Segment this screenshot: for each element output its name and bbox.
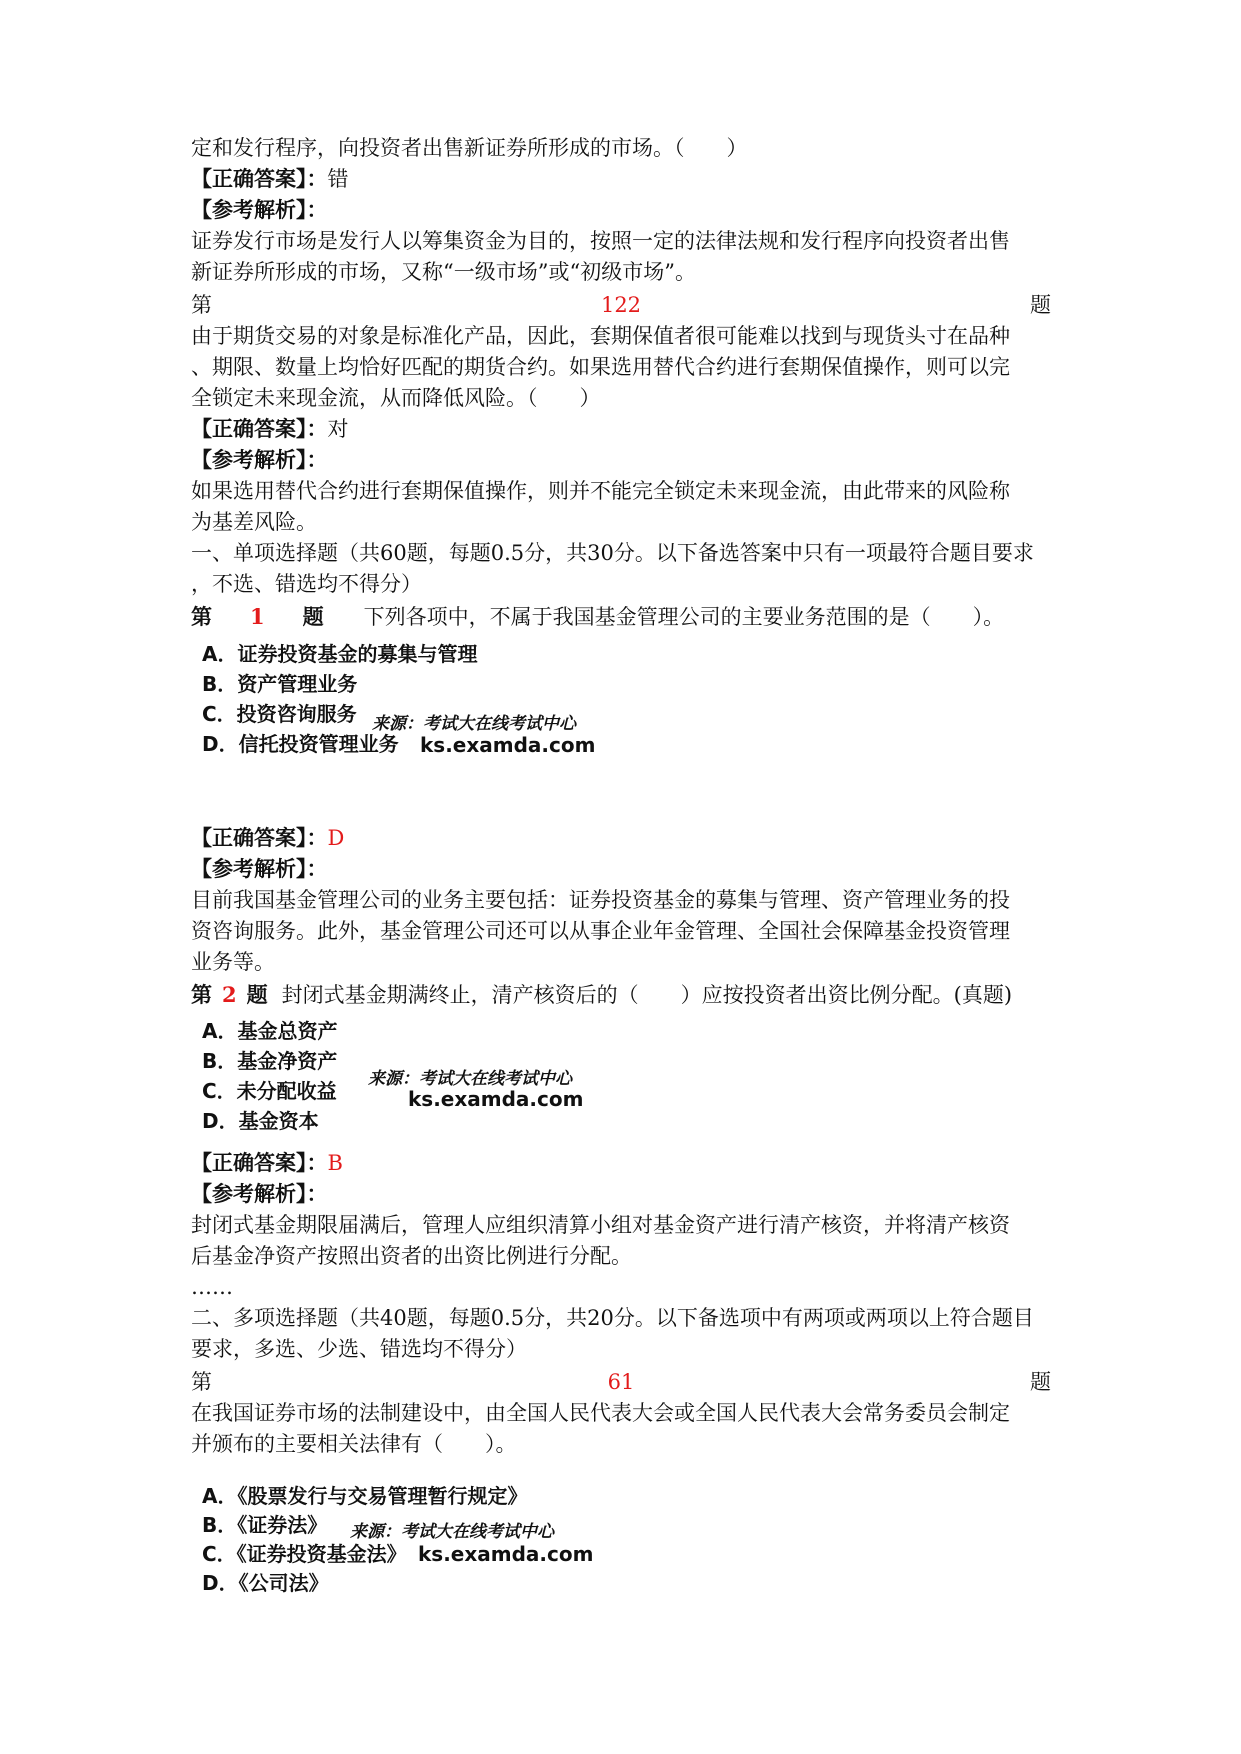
option-a: A．基金总资产 [202,1019,338,1043]
option-c: C．《证券投资基金法》 [202,1542,407,1566]
option-d: D．《公司法》 [202,1571,329,1595]
analysis-text: 证券发行市场是发行人以筹集资金为目的，按照一定的法律法规和发行程序向投资者出售 [191,229,1010,253]
question-text: 由于期货交易的对象是标准化产品，因此，套期保值者很可能难以找到与现货头寸在品种 [191,324,1010,348]
answer-label: 【正确答案】： [191,825,328,850]
answer-value: 错 [327,167,349,191]
question-number: 1 [250,604,265,629]
watermark-source: 来源：考试大在线考试中心 [372,714,576,734]
analysis-label: 【参考解析】： [191,856,328,881]
answer-value: D [327,826,345,850]
answer-label: 【正确答案】： [191,166,328,191]
option-b: B．《证券法》 [202,1513,328,1537]
question-heading [191,978,1051,1012]
option-c: C．投资咨询服务 [202,702,357,726]
watermark-source: 来源：考试大在线考试中心 [368,1069,572,1089]
analysis-text: 资咨询服务。此外，基金管理公司还可以从事企业年金管理、全国社会保障基金投资管理 [191,919,1010,943]
answer-label: 【正确答案】： [191,416,328,441]
question-heading [191,288,1051,322]
question-suffix: 题 [1029,1370,1051,1394]
watermark-url: ks.examda.com [408,1087,584,1111]
question-text: 全锁定未来现金流，从而降低风险。（ ） [191,386,601,410]
question-suffix: 题 [246,982,268,1007]
answer-value: B [327,1151,343,1175]
answer-label: 【正确答案】： [191,1150,328,1175]
analysis-text: 业务等。 [191,950,275,974]
question-text: 、期限、数量上均恰好匹配的期货合约。如果选用替代合约进行套期保值操作，则可以完 [191,355,1010,379]
option-a: A．《股票发行与交易管理暂行规定》 [202,1484,528,1508]
answer-value: 对 [327,417,349,441]
question-suffix: 题 [1030,293,1051,317]
analysis-text: 为基差风险。 [191,510,317,534]
watermark-url: ks.examda.com [420,733,596,757]
question-text: 下列各项中，不属于我国基金管理公司的主要业务范围的是（ ）。 [363,605,1005,629]
option-d: D．基金资本 [202,1109,319,1133]
option-c: C．未分配收益 [202,1079,337,1103]
question-prefix: 第 [191,982,212,1007]
section-heading: 一、单项选择题（共60题，每题0.5分，共30分。以下备选答案中只有一项最符合题目要求 [191,541,1034,565]
question-text: 在我国证券市场的法制建设中，由全国人民代表大会或全国人民代表大会常务委员会制定 [191,1401,1010,1425]
answer-line [191,412,1051,446]
analysis-label: 【参考解析】： [191,447,328,472]
question-heading [191,1365,1051,1399]
analysis-label: 【参考解析】： [191,1181,328,1206]
question-suffix: 题 [302,604,324,629]
answer-line [191,162,1051,196]
option-b: B．资产管理业务 [202,672,358,696]
option-a: A．证券投资基金的募集与管理 [202,642,478,666]
analysis-text: 封闭式基金期限届满后，管理人应组织清算小组对基金资产进行清产核资，并将清产核资 [191,1213,1010,1237]
section-heading: 要求，多选、少选、错选均不得分） [191,1337,527,1361]
question-text: 定和发行程序，向投资者出售新证券所形成的市场。（ ） [191,136,748,160]
analysis-label: 【参考解析】： [191,197,328,222]
question-text: 封闭式基金期满终止，清产核资后的（ ）应按投资者出资比例分配。(真题) [281,983,1013,1007]
question-number: 2 [222,982,237,1007]
question-number: 61 [607,1370,635,1394]
analysis-text: 目前我国基金管理公司的业务主要包括：证券投资基金的募集与管理、资产管理业务的投 [191,888,1010,912]
watermark-url: ks.examda.com [418,1542,594,1566]
answer-line [191,1146,1051,1180]
watermark-source: 来源：考试大在线考试中心 [350,1522,554,1542]
analysis-text: 后基金净资产按照出资者的出资比例进行分配。 [191,1244,632,1268]
question-number: 122 [600,293,642,317]
ellipsis: …… [191,1275,233,1299]
option-b: B．基金净资产 [202,1049,338,1073]
option-d: D．信托投资管理业务 [202,732,399,756]
question-prefix: 第 [191,604,212,629]
question-heading [191,600,1051,634]
answer-line [191,821,1051,855]
question-text: 并颁布的主要相关法律有（ ）。 [191,1432,517,1456]
section-heading: ，不选、错选均不得分） [191,572,422,596]
analysis-text: 如果选用替代合约进行套期保值操作，则并不能完全锁定未来现金流，由此带来的风险称 [191,479,1010,503]
analysis-text: 新证券所形成的市场，又称“一级市场”或“初级市场”。 [191,260,696,284]
question-prefix: 第 [191,293,212,317]
section-heading: 二、多项选择题（共40题，每题0.5分，共20分。以下备选项中有两项或两项以上符合题目 [191,1306,1034,1330]
question-prefix: 第 [191,1370,212,1394]
